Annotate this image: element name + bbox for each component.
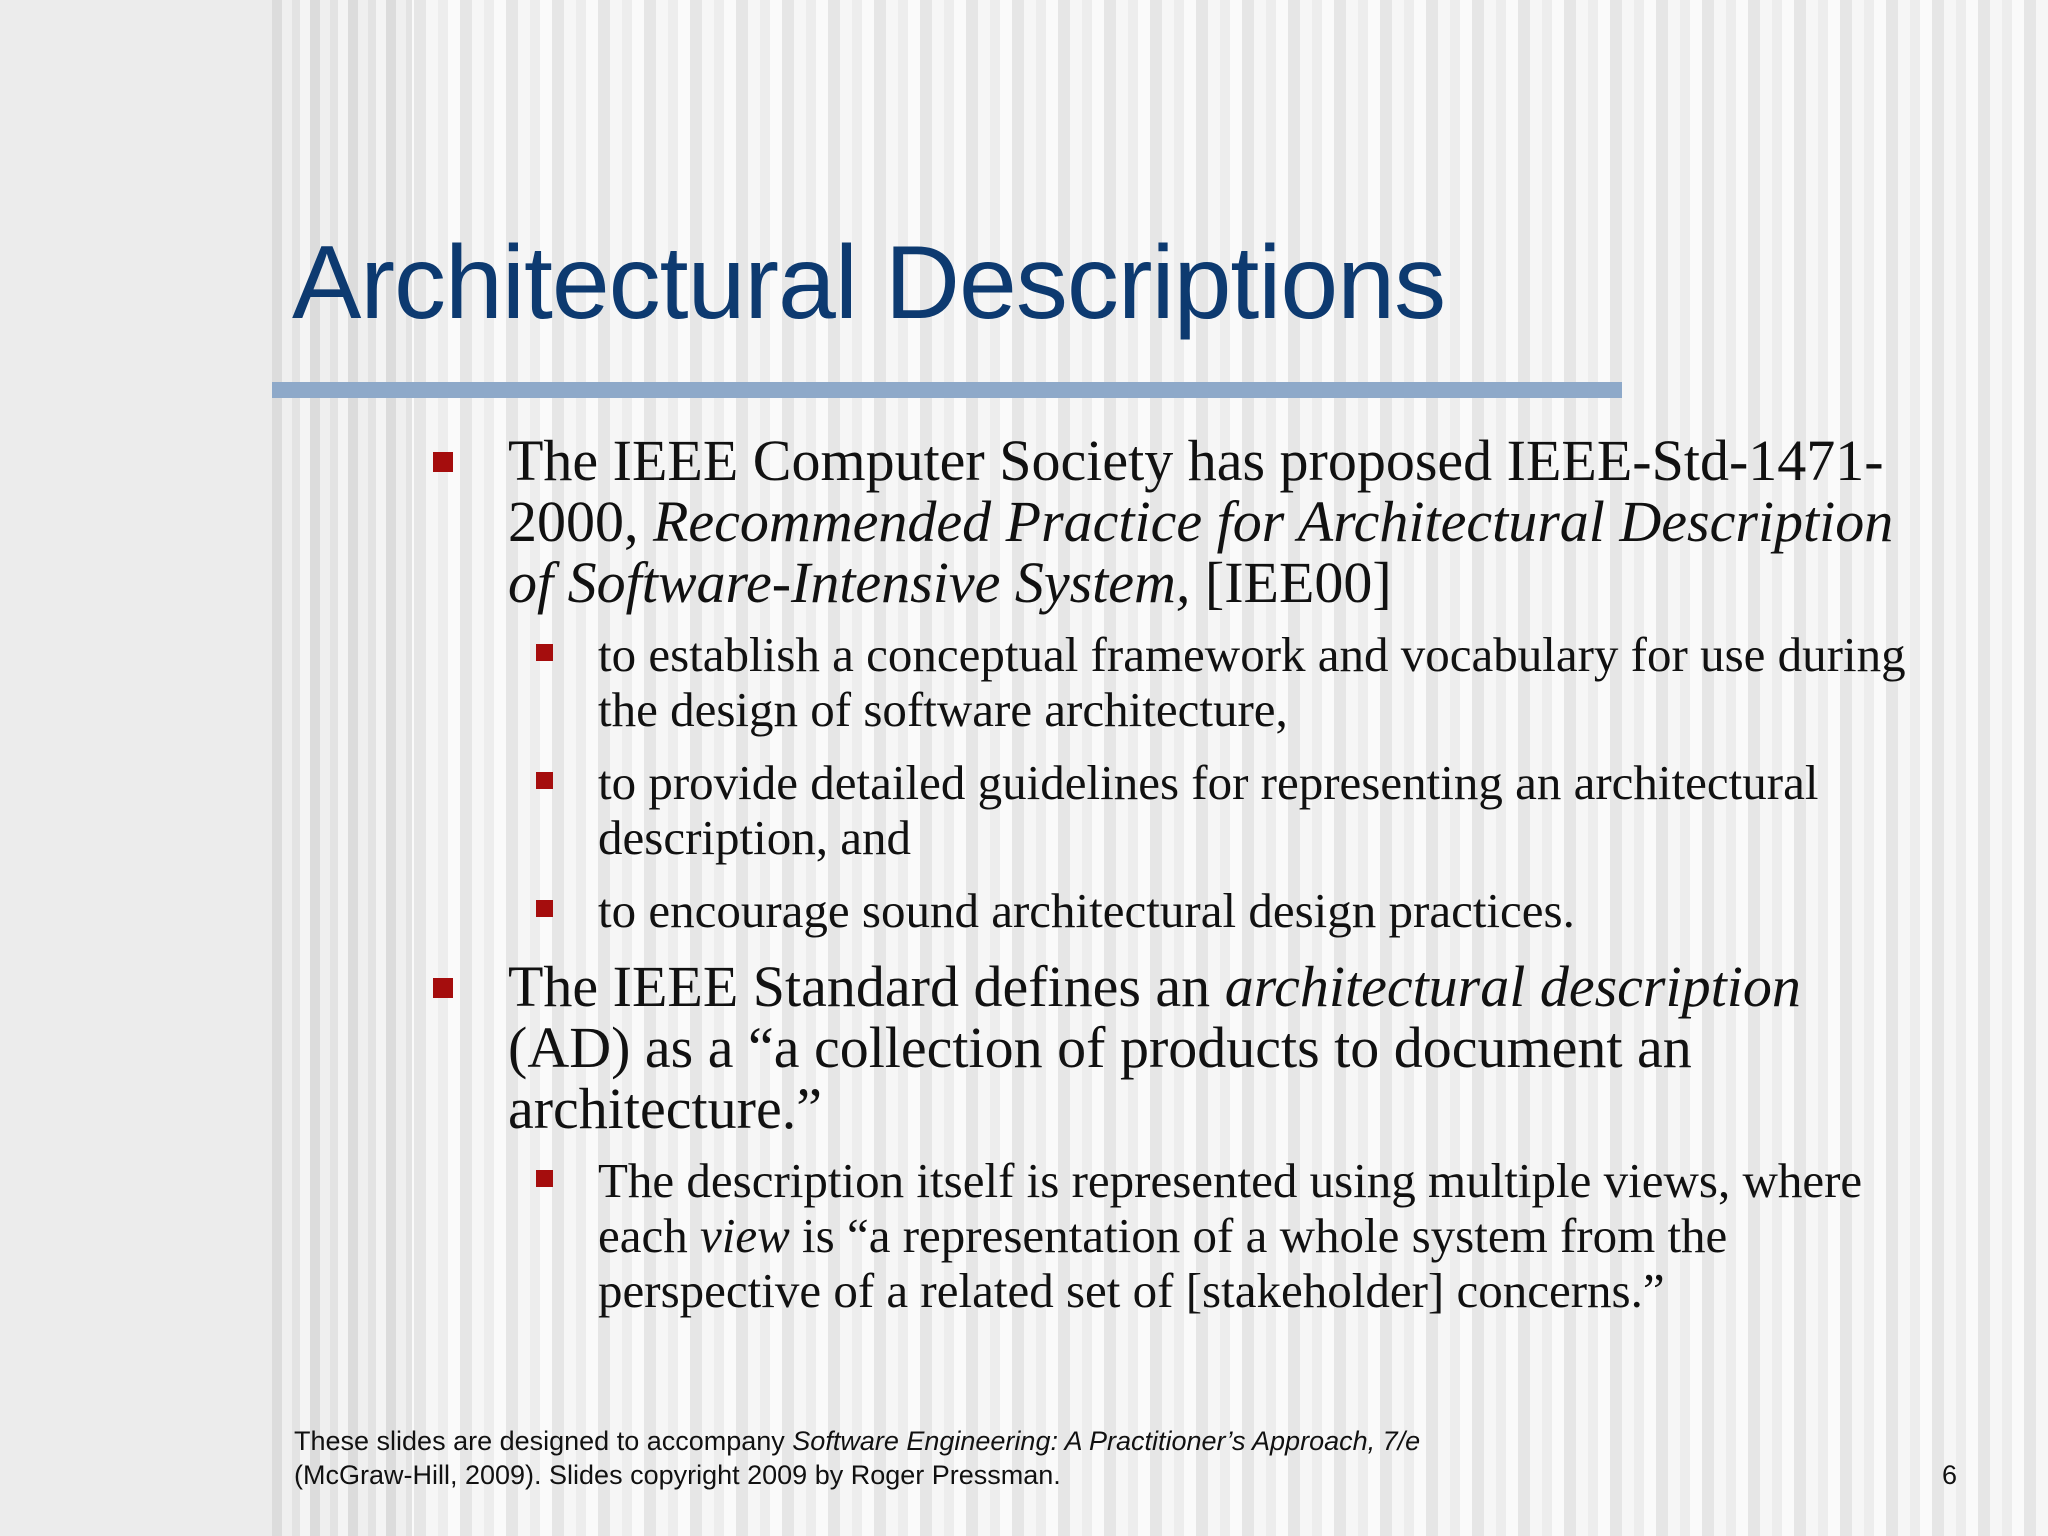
- square-bullet-icon: [536, 644, 553, 661]
- sub-bullet-list: [508, 627, 1930, 938]
- footer-line-1: These slides are designed to accompany Software Engineering: A Practitioner’s Approach, 7/e: [294, 1426, 1421, 1456]
- square-bullet-icon: [433, 452, 453, 472]
- bullet-text: The IEEE Computer Society has proposed IEEE-Std-1471-2000, Recommended Practice for Architectural Description of Software-Intensive System, [IEE00]: [508, 428, 1894, 615]
- bullet-item-ad-definition: [430, 956, 1930, 1318]
- sub-bullet-text: to provide detailed guidelines for representing an architectural description, and: [598, 755, 1819, 865]
- bullet-text: The IEEE Standard defines an architectural description (AD) as a “a collection of products to document an architecture.”: [508, 954, 1801, 1141]
- sub-bullet-item: [508, 627, 1930, 737]
- slide-footer: [294, 1424, 1420, 1492]
- sub-bullet-item: [508, 755, 1930, 865]
- sub-bullet-text: to establish a conceptual framework and vocabulary for use during the design of software architecture,: [598, 627, 1906, 737]
- page-number: 6: [1942, 1460, 1958, 1490]
- sub-bullet-item: [508, 883, 1930, 938]
- sub-bullet-list: [508, 1153, 1930, 1318]
- footer-line-2: (McGraw-Hill, 2009). Slides copyright 2009 by Roger Pressman.: [294, 1460, 1061, 1490]
- bullet-item-ieee-std: [430, 430, 1930, 938]
- square-bullet-icon: [433, 978, 453, 998]
- slide-title: Architectural Descriptions: [292, 225, 1446, 341]
- title-underline-rule: [272, 382, 1622, 398]
- slide-content: [430, 430, 1930, 1336]
- square-bullet-icon: [536, 772, 553, 789]
- sub-bullet-text: to encourage sound architectural design practices.: [598, 883, 1575, 938]
- square-bullet-icon: [536, 900, 553, 917]
- bullet-list: [430, 430, 1930, 1318]
- sub-bullet-text: The description itself is represented using multiple views, where each view is “a representation of a whole system from the perspective of a related set of [stakeholder] concerns.”: [598, 1153, 1863, 1318]
- square-bullet-icon: [536, 1170, 553, 1187]
- sub-bullet-item: [508, 1153, 1930, 1318]
